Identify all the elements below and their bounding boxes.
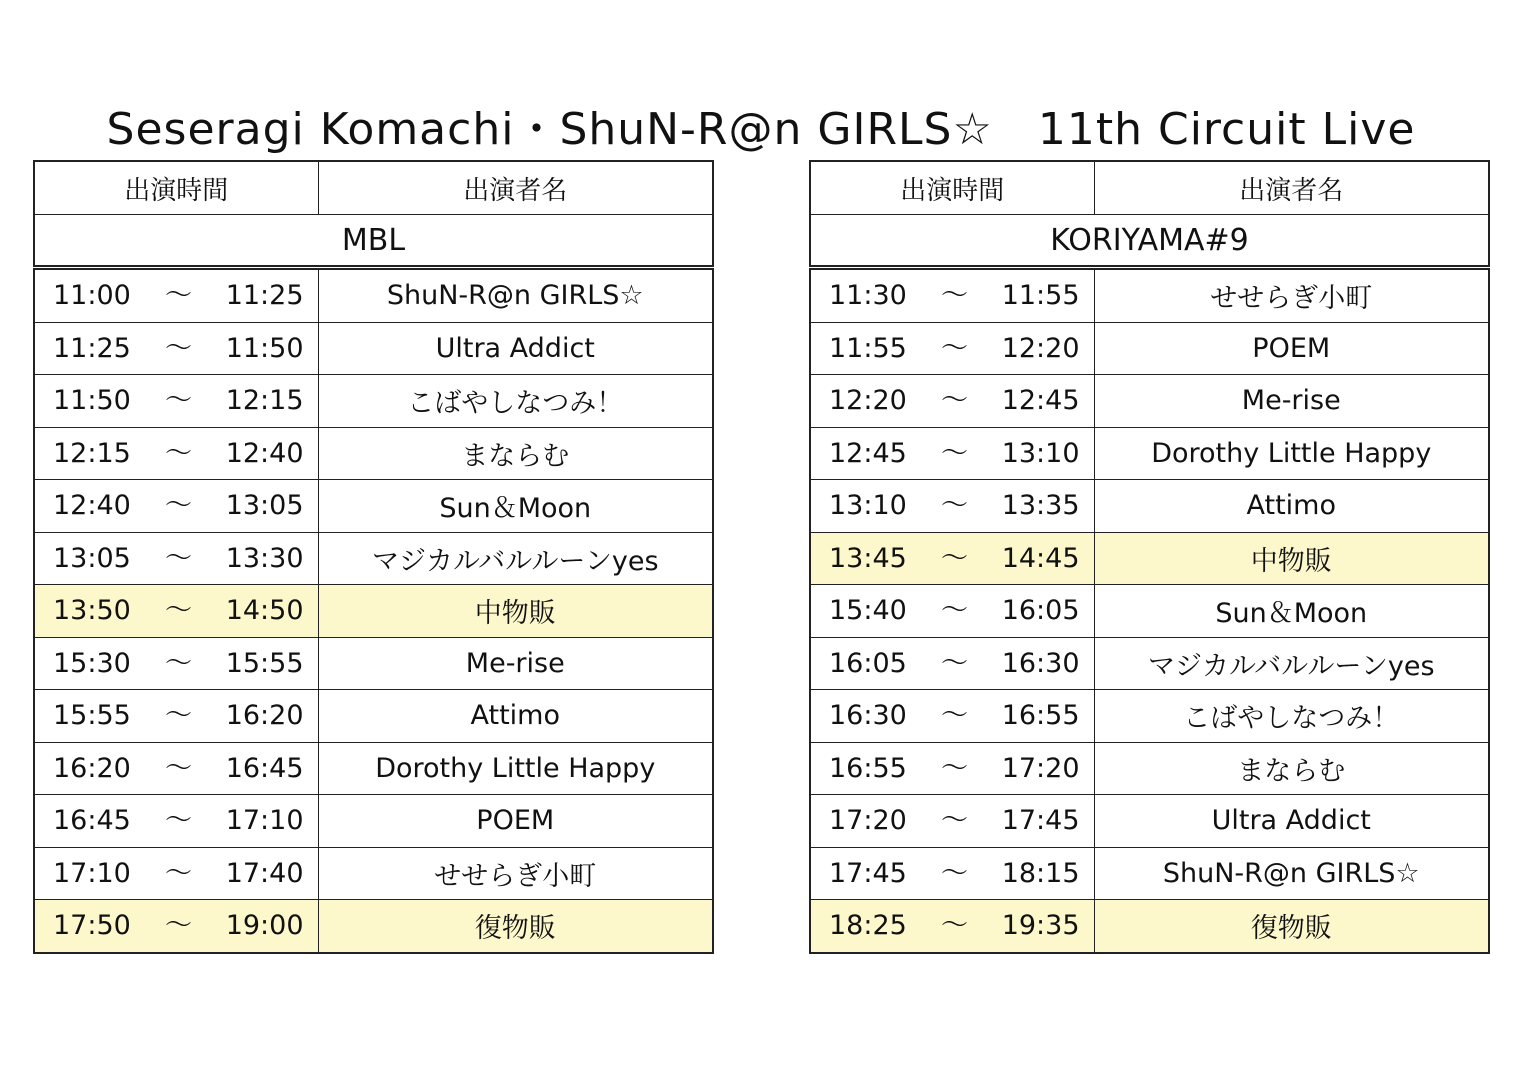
time-cell <box>34 690 318 743</box>
performer-name: Ultra Addict <box>1094 795 1489 848</box>
start-time: 15:40 <box>829 595 907 626</box>
time-cell <box>34 322 318 375</box>
start-time: 12:15 <box>53 437 131 469</box>
performer-name: Attimo <box>1094 480 1489 533</box>
time-cell <box>34 480 318 533</box>
time-cell <box>810 585 1094 638</box>
end-time: 13:35 <box>1001 490 1080 521</box>
time-separator: ～ <box>941 490 968 521</box>
start-time: 16:20 <box>53 752 131 784</box>
time-cell <box>34 900 318 953</box>
start-time: 13:50 <box>53 595 131 626</box>
schedule-row <box>810 375 1489 428</box>
time-cell <box>34 742 318 795</box>
performer-name: 中物販 <box>318 585 713 638</box>
start-time: 17:45 <box>829 857 907 889</box>
header-performer: 出演者名 <box>1094 161 1489 215</box>
performer-name: POEM <box>318 795 713 848</box>
performer-name: Me-rise <box>318 637 713 690</box>
merch-row <box>34 900 713 953</box>
performer-name: Me-rise <box>1094 375 1489 428</box>
time-separator: ～ <box>165 332 192 364</box>
end-time: 16:55 <box>1001 700 1080 731</box>
end-time: 12:15 <box>225 385 304 416</box>
end-time: 18:15 <box>1001 857 1080 889</box>
end-time: 17:40 <box>225 857 304 889</box>
performer-name: POEM <box>1094 322 1489 375</box>
schedule-row <box>34 847 713 900</box>
time-cell <box>810 847 1094 900</box>
time-separator: ～ <box>941 542 968 574</box>
time-separator: ～ <box>165 280 192 311</box>
start-time: 12:40 <box>53 490 131 521</box>
end-time: 15:55 <box>225 647 304 679</box>
start-time: 17:10 <box>53 857 131 889</box>
schedule-row <box>34 795 713 848</box>
time-cell <box>34 268 318 323</box>
end-time: 17:20 <box>1001 752 1080 784</box>
time-cell <box>34 795 318 848</box>
start-time: 16:30 <box>829 700 907 731</box>
time-separator: ～ <box>165 910 192 941</box>
time-cell <box>810 427 1094 480</box>
time-cell <box>34 375 318 428</box>
header-row <box>810 161 1489 215</box>
start-time: 17:50 <box>53 910 131 941</box>
header-time: 出演時間 <box>34 161 318 215</box>
start-time: 13:45 <box>829 542 907 574</box>
performer-name: ShuN-R@n GIRLS☆ <box>318 268 713 323</box>
start-time: 17:20 <box>829 805 907 836</box>
schedule-row <box>810 742 1489 795</box>
schedule-row <box>810 585 1489 638</box>
time-separator: ～ <box>165 857 192 889</box>
performer-name: 中物販 <box>1094 532 1489 585</box>
schedule-row <box>34 637 713 690</box>
schedule-row <box>34 690 713 743</box>
performer-name: Sun＆Moon <box>318 480 713 533</box>
time-cell <box>34 532 318 585</box>
page-title: Seseragi Komachi・ShuN-R@n GIRLS☆ 11th Circuit Live <box>106 104 1416 155</box>
schedule-row <box>810 637 1489 690</box>
time-separator: ～ <box>165 647 192 679</box>
start-time: 18:25 <box>829 910 907 941</box>
performer-name: Attimo <box>318 690 713 743</box>
start-time: 12:45 <box>829 437 907 469</box>
start-time: 12:20 <box>829 385 907 416</box>
time-separator: ～ <box>165 595 192 626</box>
schedule-row <box>34 427 713 480</box>
schedule-row <box>34 480 713 533</box>
time-cell <box>34 585 318 638</box>
end-time: 16:30 <box>1001 647 1080 679</box>
start-time: 16:05 <box>829 647 907 679</box>
performer-name: 復物販 <box>318 900 713 953</box>
performer-name: Sun＆Moon <box>1094 585 1489 638</box>
end-time: 19:35 <box>1001 910 1080 941</box>
start-time: 11:50 <box>53 385 131 416</box>
schedule-row <box>34 322 713 375</box>
performer-name: こばやしなつみ！ <box>1094 690 1489 743</box>
start-time: 15:55 <box>53 700 131 731</box>
time-separator: ～ <box>941 437 968 469</box>
end-time: 16:20 <box>225 700 304 731</box>
schedule-row <box>810 847 1489 900</box>
end-time: 17:10 <box>225 805 304 836</box>
merch-row <box>810 900 1489 953</box>
end-time: 14:45 <box>1001 542 1080 574</box>
performer-name: Dorothy Little Happy <box>1094 427 1489 480</box>
time-separator: ～ <box>165 752 192 784</box>
time-separator: ～ <box>941 752 968 784</box>
time-separator: ～ <box>941 595 968 626</box>
end-time: 16:05 <box>1001 595 1080 626</box>
time-separator: ～ <box>165 805 192 836</box>
schedule-row <box>810 690 1489 743</box>
venue-name: KORIYAMA#9 <box>810 215 1489 268</box>
start-time: 13:05 <box>53 542 131 574</box>
schedule-row <box>34 742 713 795</box>
end-time: 16:45 <box>225 752 304 784</box>
time-separator: ～ <box>165 385 192 416</box>
end-time: 17:45 <box>1001 805 1080 836</box>
performer-name: Dorothy Little Happy <box>318 742 713 795</box>
time-separator: ～ <box>165 542 192 574</box>
performer-name: まならむ <box>318 427 713 480</box>
time-cell <box>810 532 1094 585</box>
schedule-row <box>34 268 713 323</box>
end-time: 12:20 <box>1001 332 1080 364</box>
performer-name: せせらぎ小町 <box>318 847 713 900</box>
end-time: 13:30 <box>225 542 304 574</box>
schedule-row <box>810 427 1489 480</box>
end-time: 13:10 <box>1001 437 1080 469</box>
schedule-row <box>810 795 1489 848</box>
end-time: 13:05 <box>225 490 304 521</box>
schedule-row <box>810 322 1489 375</box>
start-time: 11:55 <box>829 332 907 364</box>
time-cell <box>34 847 318 900</box>
header-row <box>34 161 713 215</box>
start-time: 13:10 <box>829 490 907 521</box>
schedule-row <box>810 268 1489 323</box>
performer-name: せせらぎ小町 <box>1094 268 1489 323</box>
time-separator: ～ <box>165 437 192 469</box>
performer-name: 復物販 <box>1094 900 1489 953</box>
end-time: 14:50 <box>225 595 304 626</box>
time-separator: ～ <box>941 700 968 731</box>
schedule-row <box>34 532 713 585</box>
performer-name: こばやしなつみ！ <box>318 375 713 428</box>
end-time: 12:40 <box>225 437 304 469</box>
end-time: 11:25 <box>225 280 304 311</box>
venue-name: MBL <box>34 215 713 268</box>
timetable-mbl <box>33 160 714 954</box>
time-cell <box>810 690 1094 743</box>
end-time: 11:55 <box>1001 280 1080 311</box>
time-cell <box>810 480 1094 533</box>
schedule-row <box>34 375 713 428</box>
end-time: 12:45 <box>1001 385 1080 416</box>
time-cell <box>810 795 1094 848</box>
start-time: 11:30 <box>829 280 907 311</box>
time-cell <box>810 742 1094 795</box>
start-time: 16:55 <box>829 752 907 784</box>
start-time: 16:45 <box>53 805 131 836</box>
performer-name: Ultra Addict <box>318 322 713 375</box>
performer-name: ShuN-R@n GIRLS☆ <box>1094 847 1489 900</box>
time-cell <box>810 322 1094 375</box>
start-time: 11:25 <box>53 332 131 364</box>
performer-name: マジカルバルルーンyes <box>1094 637 1489 690</box>
merch-row <box>34 585 713 638</box>
venue-row <box>34 215 713 268</box>
time-cell <box>810 637 1094 690</box>
start-time: 15:30 <box>53 647 131 679</box>
end-time: 11:50 <box>225 332 304 364</box>
time-cell <box>34 637 318 690</box>
time-separator: ～ <box>941 805 968 836</box>
time-cell <box>810 268 1094 323</box>
time-separator: ～ <box>165 490 192 521</box>
time-cell <box>810 900 1094 953</box>
performer-name: まならむ <box>1094 742 1489 795</box>
time-separator: ～ <box>941 280 968 311</box>
time-separator: ～ <box>941 647 968 679</box>
venue-row <box>810 215 1489 268</box>
schedule-row <box>810 480 1489 533</box>
header-time: 出演時間 <box>810 161 1094 215</box>
merch-row <box>810 532 1489 585</box>
start-time: 11:00 <box>53 280 131 311</box>
time-separator: ～ <box>941 910 968 941</box>
performer-name: マジカルバルルーンyes <box>318 532 713 585</box>
time-separator: ～ <box>941 857 968 889</box>
end-time: 19:00 <box>225 910 304 941</box>
time-cell <box>34 427 318 480</box>
time-separator: ～ <box>165 700 192 731</box>
time-separator: ～ <box>941 385 968 416</box>
timetable-koriyama <box>809 160 1490 954</box>
time-separator: ～ <box>941 332 968 364</box>
time-cell <box>810 375 1094 428</box>
header-performer: 出演者名 <box>318 161 713 215</box>
